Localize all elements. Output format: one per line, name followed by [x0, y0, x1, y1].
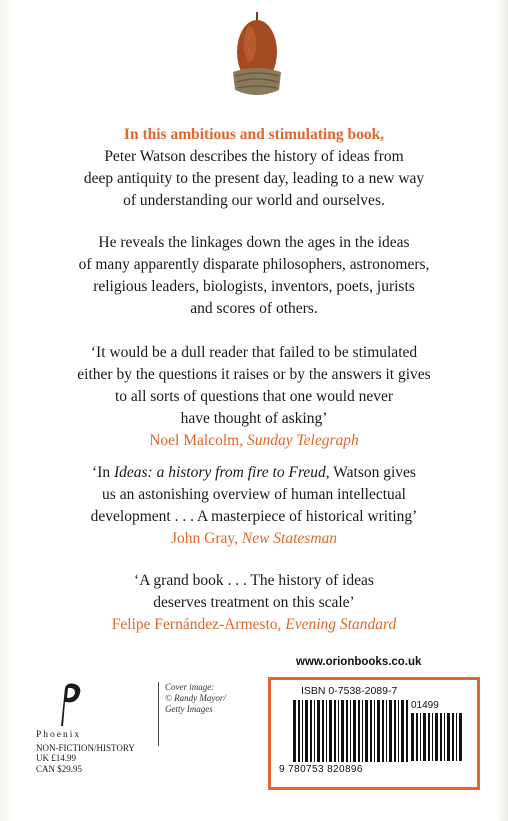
barcode-bar: [428, 713, 430, 761]
blurb-line: of many apparently disparate philosophers, astronomers,: [78, 256, 430, 273]
barcode-bar: [411, 713, 414, 761]
credit-line: Getty Images: [165, 704, 213, 714]
quote-line: have thought of asking’: [180, 410, 328, 427]
credit-line: Cover image:: [165, 682, 215, 692]
isbn-number: ISBN 0-7538-2089-7: [301, 685, 398, 697]
quote-attribution: [60, 614, 448, 636]
barcode-bar: [310, 700, 312, 762]
barcode-bar: [302, 700, 303, 762]
barcode-bar: [416, 713, 418, 761]
barcode-box: [268, 677, 480, 790]
blurb-line: and scores of others.: [190, 300, 318, 317]
blurb-line: religious leaders, biologists, inventors, poets, jurists: [93, 278, 415, 295]
barcode-bar: [440, 713, 442, 761]
quote-line: [60, 462, 448, 484]
cover-credit: [158, 682, 265, 746]
quote-line: to all sorts of questions that one would never: [114, 388, 394, 405]
review-quote-3: [60, 570, 448, 636]
quote-author: Felipe Fernández-Armesto,: [111, 616, 282, 633]
publisher-info: [36, 730, 135, 774]
blurb-line: Peter Watson describes the history of ideas from: [104, 148, 404, 165]
barcode-bar: [374, 700, 375, 762]
quote-line: us an astonishing overview of human intellectual: [102, 486, 406, 503]
blurb-line: of understanding our world and ourselves.: [123, 192, 385, 209]
quote-attribution: [60, 430, 448, 452]
barcode-bar: [370, 700, 372, 762]
quote-line: either by the questions it raises or by the answers it gives: [77, 366, 431, 383]
barcode-bar: [317, 700, 320, 762]
quote-source: Evening Standard: [285, 616, 397, 633]
barcode-bar: [326, 700, 327, 762]
addon-barcode: [411, 713, 465, 761]
barcode-bar: [365, 700, 368, 762]
barcode-bar: [382, 700, 384, 762]
price-addon-code: 01499: [411, 700, 439, 711]
barcode-bar: [353, 700, 356, 762]
barcode-bar: [329, 700, 332, 762]
book-category: NON-FICTION/HISTORY: [36, 742, 135, 753]
blurb-paragraph-2: [60, 232, 448, 320]
barcode-bar: [314, 700, 315, 762]
quote-line: ‘A grand book . . . The history of ideas: [134, 572, 374, 589]
barcode-bar: [334, 700, 336, 762]
blurb-line: deep antiquity to the present day, leading to a new way: [83, 170, 425, 187]
barcode-bar: [341, 700, 344, 762]
credit-line: © Randy Mayor/: [165, 693, 226, 703]
barcode-bar: [444, 713, 445, 761]
quote-line: ‘It would be a dull reader that failed to be stimulated: [90, 344, 418, 361]
barcode-bar: [305, 700, 308, 762]
ean-barcode: [293, 700, 409, 762]
barcode-bar: [293, 700, 296, 762]
review-quote-1: [60, 342, 448, 452]
barcode-bar: [358, 700, 360, 762]
blurb-paragraph-1: [60, 124, 448, 212]
barcode-bar: [346, 700, 348, 762]
quote-attribution: [60, 528, 448, 550]
barcode-bar: [447, 713, 450, 761]
barcode-bar: [401, 700, 404, 762]
barcode-bar: [406, 700, 408, 762]
barcode-bar: [456, 713, 457, 761]
barcode-bar: [452, 713, 454, 761]
quote-line: development . . . A masterpiece of historical writing’: [90, 508, 418, 525]
blurb-lead: In this ambitious and stimulating book,: [123, 126, 385, 143]
review-quote-2: [60, 462, 448, 550]
phoenix-logo-icon: [55, 682, 85, 726]
quote-author: John Gray,: [170, 530, 238, 547]
price-can: CAN $29.95: [36, 763, 83, 774]
barcode-bar: [432, 713, 433, 761]
barcode-bar: [389, 700, 392, 762]
publisher-name: Phoenix: [36, 730, 82, 740]
ean-digits: 9 780753 820896: [279, 764, 363, 775]
publisher-website[interactable]: www.orionbooks.co.uk: [296, 656, 422, 668]
barcode-bar: [377, 700, 380, 762]
barcode-bar: [423, 713, 426, 761]
barcode-bar: [398, 700, 399, 762]
barcode-bar: [338, 700, 339, 762]
quote-text: ‘In: [92, 464, 114, 481]
barcode-bar: [362, 700, 363, 762]
quote-source: Sunday Telegraph: [246, 432, 359, 449]
barcode-bar: [386, 700, 387, 762]
quote-source: New Statesman: [241, 530, 338, 547]
quote-author: Noel Malcolm,: [149, 432, 244, 449]
blurb-line: He reveals the linkages down the ages in the ideas: [98, 234, 410, 251]
barcode-bar: [394, 700, 396, 762]
barcode-bar: [298, 700, 300, 762]
barcode-bar: [420, 713, 421, 761]
quote-text: , Watson gives: [325, 464, 416, 481]
barcode-bar: [459, 713, 462, 761]
barcode-bar: [322, 700, 324, 762]
book-title: Ideas: a history from fire to Freud: [113, 464, 326, 481]
quote-line: deserves treatment on this scale’: [153, 594, 355, 611]
price-uk: UK £14.99: [36, 753, 76, 763]
acorn-icon: [227, 10, 287, 100]
barcode-bar: [435, 713, 438, 761]
barcode-bar: [350, 700, 351, 762]
